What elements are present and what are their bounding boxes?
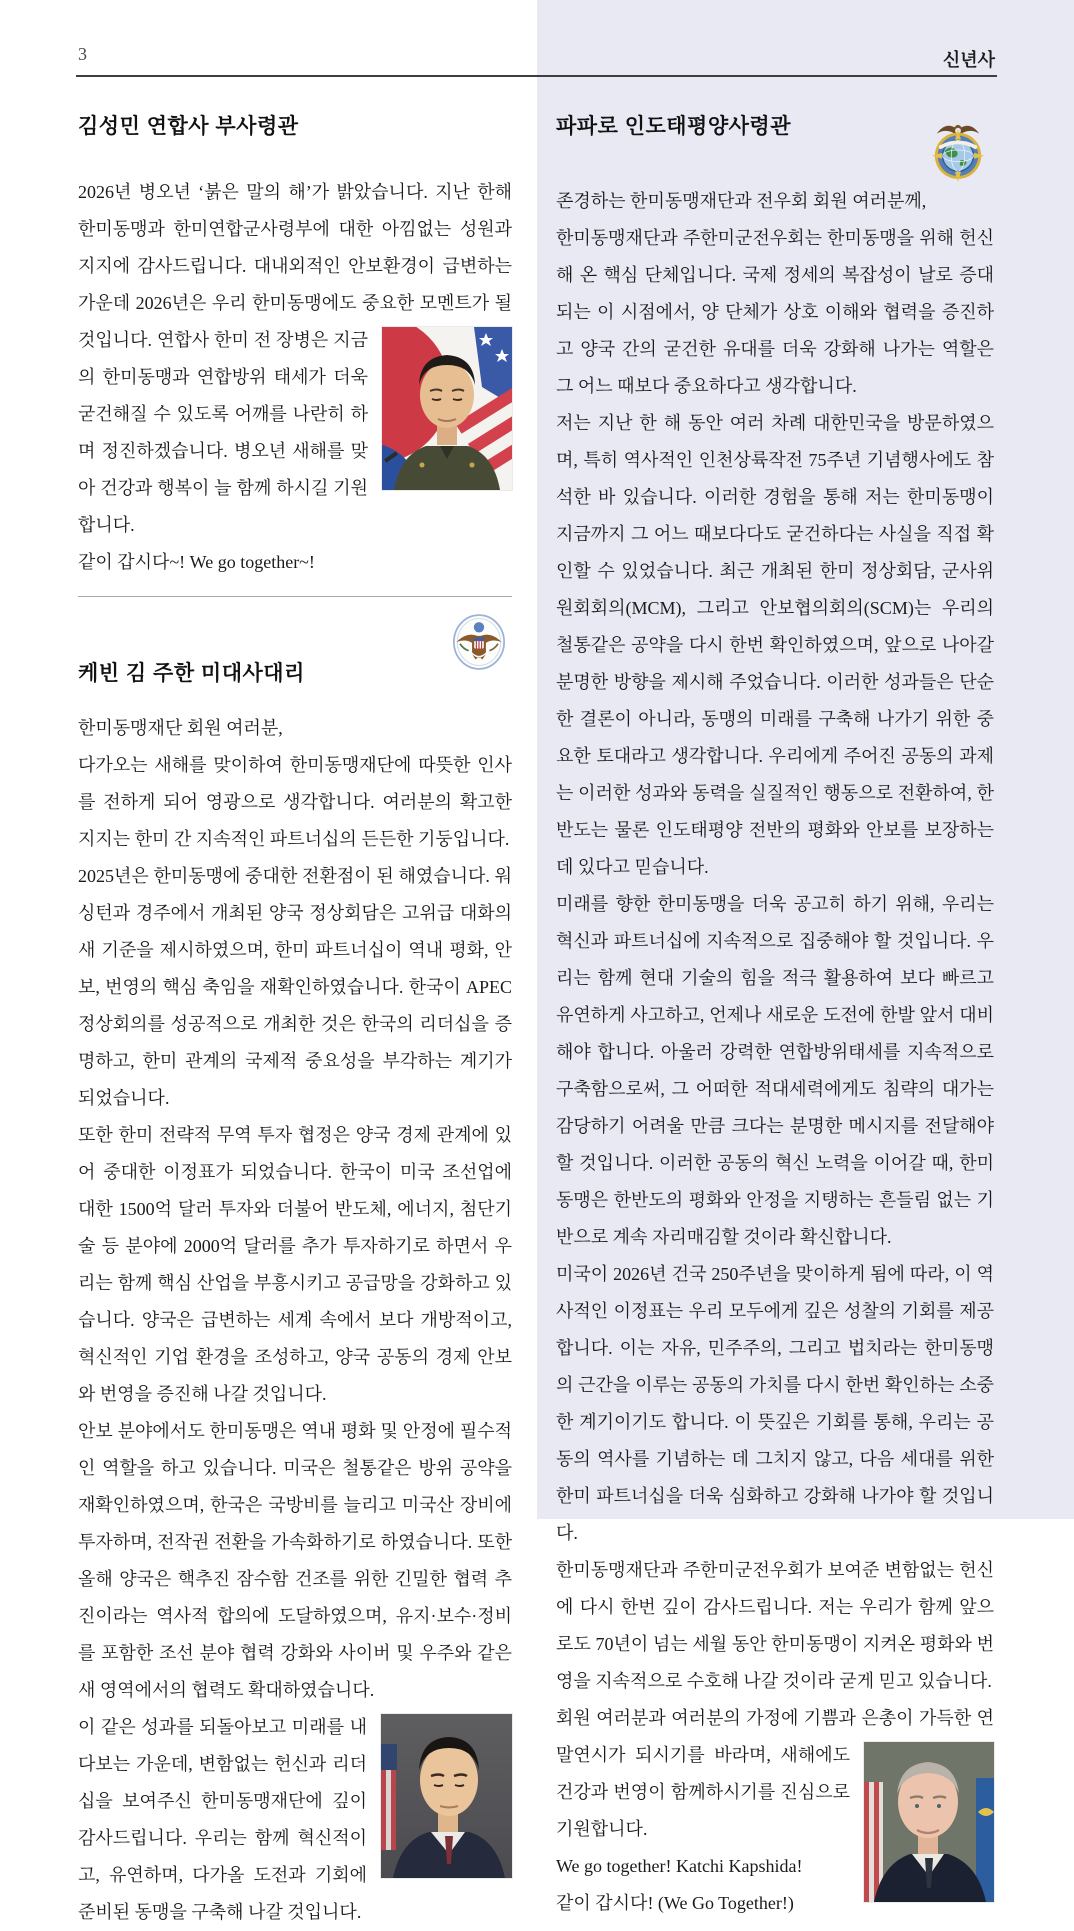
article-headline-kevin: 케빈 김 주한 미대사대리 <box>78 662 305 685</box>
section-label: 신년사 <box>942 50 995 70</box>
indo-pacific-command-emblem-icon <box>931 118 985 187</box>
article-kim-sung-min <box>78 112 512 581</box>
portrait-kim-sung-min <box>382 327 512 490</box>
paragraph-text: 같이 갑시다~! We go together~! <box>78 552 315 572</box>
paragraph-text: 회원 여러분과 여러분의 가정에 기쁨과 은총이 가득한 연말연시가 되시기를 바라며, <box>556 1708 994 1765</box>
article-header-paparo <box>556 112 994 183</box>
portrait-paparo <box>864 1742 994 1902</box>
us-great-seal-icon <box>453 614 505 675</box>
article-body-kim <box>78 174 512 581</box>
article-headline-paparo: 파파로 인도태평양사령관 <box>556 115 791 138</box>
paragraph-text: We go together! Katchi Kapshida! <box>556 1856 803 1876</box>
article-body-kevin <box>78 710 512 1931</box>
paragraph-text: 연합사 한미 전 장병은 지금의 한미동맹과 연합방위 태세가 더욱 굳건해질 수 있도록 어깨를 나란히 하며 정진하겠습니다. 병오년 새해를 맞아 건강과 행복이 늘 함께 하시길 기원합니다. <box>78 330 368 535</box>
article-headline-kim: 김성민 연합사 부사령관 <box>78 115 299 138</box>
paragraph-text: 한미동맹재단 회원 여러분, <box>78 718 283 738</box>
article-header-kevin <box>78 597 512 694</box>
right-column <box>556 104 994 1922</box>
paragraph-text: 한미동맹재단과 주한미군전우회가 보여준 변함없는 헌신에 다시 한번 깊이 감사드립니다. 저는 우리가 함께 앞으로도 70년이 넘는 세월 동안 한미동맹이 지켜온 평화와 번영을 지속적으로 수호해 나갈 것이라 굳게 믿고 있습니다. <box>556 1560 994 1691</box>
paragraph-text: 새해에도 건강과 번영이 함께하시기를 진심으로 기원합니다. <box>556 1745 850 1839</box>
paragraph-text: 미국이 2026년 건국 250주년을 맞이하게 됨에 따라, 이 역사적인 이정표는 우리 모두에게 깊은 성찰의 기회를 제공합니다. 이는 자유, 민주주의, 그리고 법치라는 한미동맹의 근간을 이루는 공동의 가치를 다시 한번 확인하는 소중한 계기이기도 합니다. 이 뜻깊은 기회를 통해, 우리는 공동의 역사를 기념하는 데 그치지 않고, 다음 세대를 위한 한미 파트너십을 더욱 심화하고 강화해 나가야 할 것입니다. <box>556 1264 994 1543</box>
paragraph-text: 2026년 병오년 ‘붉은 말의 해’가 밝았습니다. 지난 한해 한미동맹과 한미연합군사령부에 대한 아낌없는 성원과 지지에 감사드립니다. 대내외적인 안보환경이 급변하는 가운데 2026년은 우리 한미동맹에도 중요한 모멘트가 될 것입니다. <box>78 182 512 350</box>
paragraph-text: 미래를 향한 한미동맹을 더욱 공고히 하기 위해, 우리는 혁신과 파트너십에 지속적으로 집중해야 할 것입니다. 우리는 함께 현대 기술의 힘을 적극 활용하여 보다 빠르고 유연하게 사고하고, 언제나 새로운 도전에 한발 앞서 대비해야 합니다. 아울러 강력한 연합방위태세를 지속적으로 구축함으로써, 그 어떠한 적대세력에게도 침략의 대가는 감당하기 어려울 만큼 크다는 분명한 메시지를 전달해야 할 것입니다. 이러한 공동의 혁신 노력을 이어갈 때, 한미동맹은 한반도의 평화와 안정을 지탱하는 흔들림 없는 기반으로 계속 자리매김할 것이라 확신합니다. <box>556 894 994 1247</box>
paragraph-text: 이 같은 성과를 되돌아보고 미래를 내다보는 가운데, 변함없는 헌신과 리더십을 보여주신 한미동맹재단에 깊이 감사드립니다. 우리는 함께 혁신적이고, 유연하며, 다가올 도전과 기회에 준비된 동맹을 구축해 나갈 것입니다. <box>78 1717 367 1922</box>
article-kevin-kim <box>78 597 512 1931</box>
paragraph-text: 안보 분야에서도 한미동맹은 역내 평화 및 안정에 필수적인 역할을 하고 있습니다. 미국은 철통같은 방위 공약을 재확인하였으며, 한국은 국방비를 늘리고 미국산 장비에 투자하며, 전작권 전환을 가속화하기로 하였습니다. 또한 올해 양국은 핵추진 잠수함 건조를 위한 긴밀한 협력 추진이라는 역사적 합의에 도달하였으며, 유지·보수·정비를 포함한 조선 분야 협력 강화와 사이버 및 우주와 같은 새 영역에서의 협력도 확대하였습니다. <box>78 1421 512 1700</box>
paragraph-text: 2025년은 한미동맹에 중대한 전환점이 된 해였습니다. 워싱턴과 경주에서 개최된 양국 정상회담은 고위급 대화의 새 기준을 제시하였으며, 한미 파트너십이 역내 평화, 안보, 번영의 핵심 축임을 재확인하였습니다. 한국이 APEC 정상회의를 성공적으로 개최한 것은 한국의 리더십을 증명하고, 한미 관계의 국제적 중요성을 부각하는 계기가 되었습니다. <box>78 866 512 1108</box>
paragraph-text: 또한 한미 전략적 무역 투자 협정은 양국 경제 관계에 있어 중대한 이정표가 되었습니다. 한국이 미국 조선업에 대한 1500억 달러 투자와 더불어 반도체, 에너지, 첨단기술 등 분야에 2000억 달러를 추가 투자하기로 하면서 우리는 함께 핵심 산업을 부흥시키고 공급망을 강화하고 있습니다. 양국은 급변하는 세계 속에서 보다 개방적이고, 혁신적인 기업 환경을 조성하고, 양국 공동의 경제 안보와 번영을 증진해 나갈 것입니다. <box>78 1125 512 1404</box>
paragraph-text: 존경하는 한미동맹재단과 전우회 회원 여러분께, <box>556 191 927 211</box>
paragraph-text: 저는 지난 한 해 동안 여러 차례 대한민국을 방문하였으며, 특히 역사적인 인천상륙작전 75주년 기념행사에도 참석한 바 있습니다. 이러한 경험을 통해 저는 한미동맹이 지금까지 그 어느 때보다다도 굳건하다는 사실을 직접 확인할 수 있었습니다. 최근 개최된 한미 정상회담, 군사위원회회의(MCM), 그리고 안보협의회의(SCM)는 우리의 철통같은 공약을 다시 한번 확인하였으며, 앞으로 나아갈 분명한 방향을 제시해 주었습니다. 이러한 성과들은 단순한 결론이 아니라, 동맹의 미래를 구축해 나가기 위한 중요한 토대라고 생각합니다. 우리에게 주어진 공동의 과제는 이러한 성과와 동력을 실질적인 행동으로 전환하여, 한반도는 물론 인도태평양 전반의 평화와 안보를 보장하는 데 있다고 믿습니다. <box>556 413 994 877</box>
article-paparo <box>556 112 994 1922</box>
left-column <box>78 104 512 1931</box>
paragraph-text: 같이 갑시다! (We Go Together!) <box>556 1893 794 1913</box>
paragraph-text: 한미동맹재단과 주한미군전우회는 한미동맹을 위해 헌신해 온 핵심 단체입니다. 국제 정세의 복잡성이 날로 증대되는 이 시점에서, 양 단체가 상호 이해와 협력을 증진하고 양국 간의 굳건한 유대를 더욱 강화해 나가는 역할은 그 어느 때보다 중요하다고 생각합니다. <box>556 228 994 396</box>
portrait-kevin-kim <box>381 1714 512 1878</box>
article-body-paparo <box>556 183 994 1922</box>
paragraph-text: 다가오는 새해를 맞이하여 한미동맹재단에 따뜻한 인사를 전하게 되어 영광으로 생각합니다. 여러분의 확고한 지지는 한미 간 지속적인 파트너십의 든든한 기둥입니다. <box>78 755 512 849</box>
header-rule <box>76 75 997 77</box>
page-number: 3 <box>78 44 87 64</box>
